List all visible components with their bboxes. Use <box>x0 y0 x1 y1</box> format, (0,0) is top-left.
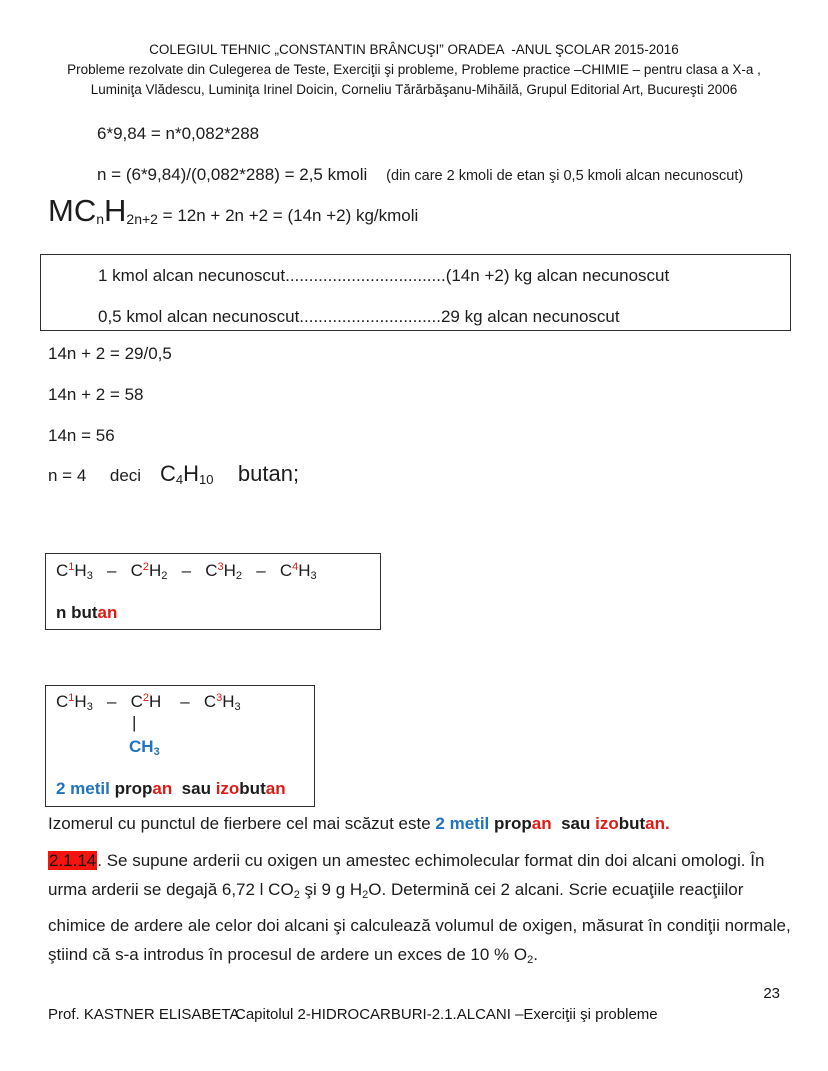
methyl-branch: $CH_3$ <box>129 737 160 758</box>
page-number: 23 <box>763 985 780 1002</box>
proportion-line-2: 0,5 kmol alcan necunoscut..............................29 kg alcan necunoscut <box>98 307 620 326</box>
problem-2-1-14: 2.1.14. Se supune arderii cu oxigen un amestec echimolecular format din doi alcani omologi. În urma arderii se degajă 6,72 l $CO_2$ şi 9 g $H_2O$. Determină cei 2 alcani. Scrie ecuaţiile reacţiilor chimice de ardere ale celor doi alcani şi calculează volumul de oxigen, măsurat în condiţii normale, ştiind că s-a introdus în procesul de ardere un exces de 10 % $O_2$. <box>48 851 796 966</box>
isomer-conclusion-line: Izomerul cu punctul de fierbere cel mai scăzut este 2 metil propan sau izobutan. <box>48 814 670 833</box>
bond-line: | <box>132 713 137 732</box>
isobutane-formula: $C^1H_3 - C^2H$ – $C^3H_3$ <box>56 692 241 713</box>
equation-1: 6*9,84 = n*0,082*288 <box>97 124 260 143</box>
footer-professor: Prof. KASTNER ELISABETA <box>48 1006 240 1023</box>
header-authors-line: Luminiţa Vlădescu, Luminiţa Irinel Doicin, Corneliu Tărărbăşanu-Mihăilă, Grupul Editorial Art, Bucureşti 2006 <box>90 82 738 97</box>
molar-mass-equation: $MC_nH_{2n+2} = 12n + 2n +2 = (14n +2)$ kg/kmoli <box>48 193 419 228</box>
isobutane-structure-box <box>45 685 315 807</box>
proportion-box <box>40 254 791 331</box>
equation-5: 14n = 56 <box>48 426 115 445</box>
n-butane-structure-box <box>45 553 381 630</box>
result-line-butane: n = 4 deci $C_4H_{10}$ butan; <box>48 461 300 487</box>
equation-2: n = (6*9,84)/(0,082*288) = 2,5 kmoli (din care 2 kmoli de etan şi 0,5 kmoli alcan necunoscut) <box>97 165 744 184</box>
isobutane-name: 2 metil propan sau izobutan <box>56 779 286 798</box>
n-butane-formula: $C^1H_3 - C^2H_2 - C^3H_2 - C^4H_3$ <box>56 561 317 582</box>
header-source-line: Probleme rezolvate din Culegerea de Teste, Exerciţii şi probleme, Probleme practice –CHIMIE – pentru clasa a X-a , <box>67 62 761 77</box>
proportion-line-1: 1 kmol alcan necunoscut..................................(14n +2) kg alcan necunoscut <box>98 266 670 285</box>
document-header <box>0 40 828 100</box>
equation-3: 14n + 2 = 29/0,5 <box>48 344 172 363</box>
footer-chapter: Capitolul 2-HIDROCARBURI-2.1.ALCANI –Exerciţii şi probleme <box>235 1006 658 1023</box>
n-butane-name: n butan <box>56 603 118 622</box>
header-school-line: COLEGIUL TEHNIC „CONSTANTIN BRÂNCUŞI” ORADEA -ANUL ŞCOLAR 2015-2016 <box>149 42 679 57</box>
equation-4: 14n + 2 = 58 <box>48 385 144 404</box>
